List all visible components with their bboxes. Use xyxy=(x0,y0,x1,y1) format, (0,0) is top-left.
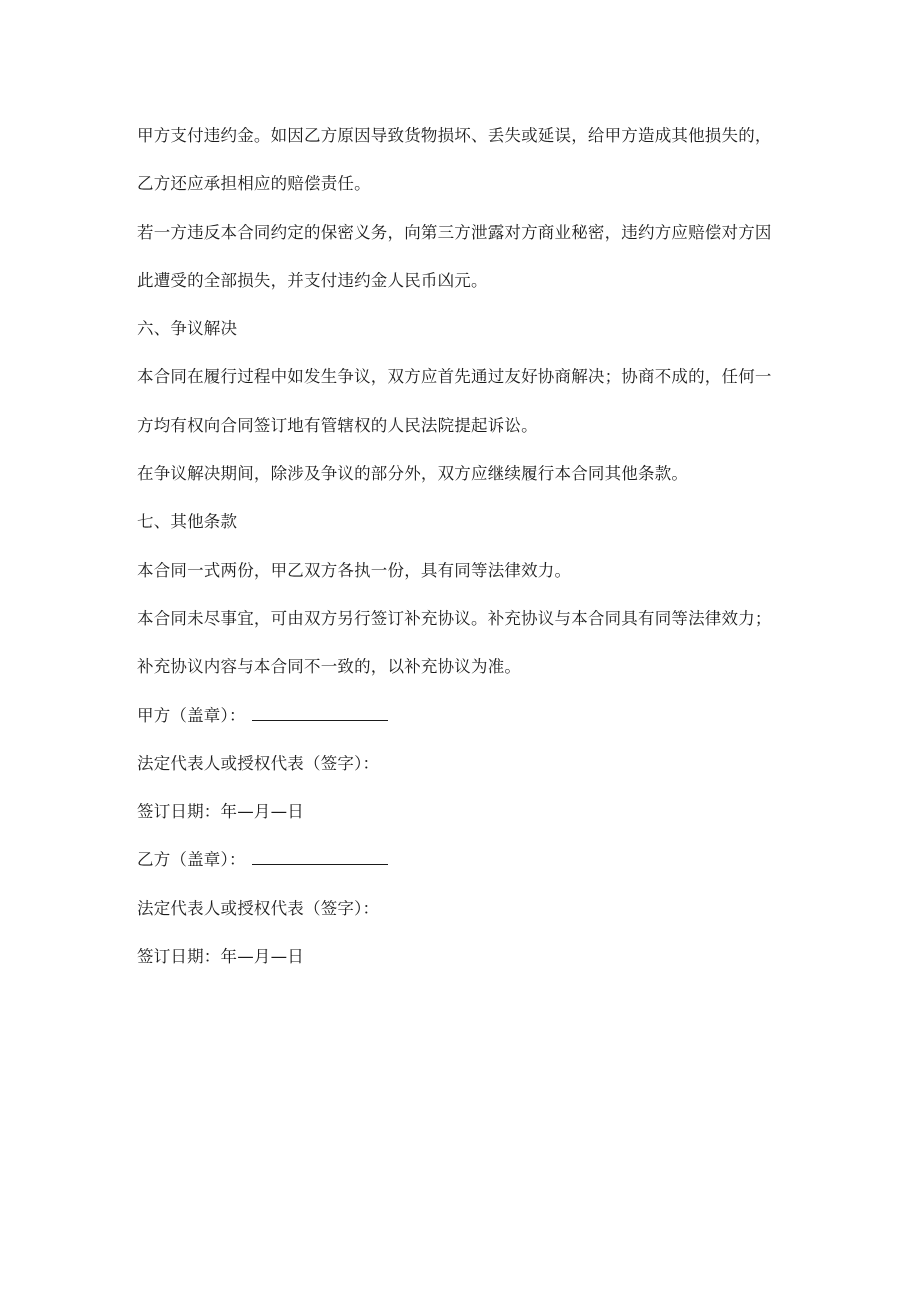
party-a-rep-label: 法定代表人或授权代表（签字）： xyxy=(137,753,380,773)
party-b-rep-label: 法定代表人或授权代表（签字）： xyxy=(137,898,380,918)
party-b-date-label: 签订日期：年—月—日 xyxy=(137,947,304,967)
party-b-seal-blank xyxy=(252,846,388,865)
party-a-date-label: 签订日期：年—月—日 xyxy=(137,802,304,822)
party-b-seal-label: 乙方（盖章）： xyxy=(137,850,246,870)
section-heading-other-terms: 七、其他条款 xyxy=(137,512,238,532)
paragraph-line: 方均有权向合同签订地有管辖权的人民法院提起诉讼。 xyxy=(137,415,538,435)
party-a-seal-label: 甲方（盖章）： xyxy=(137,705,246,725)
party-b-seal-row xyxy=(137,846,797,894)
paragraph-line: 乙方还应承担相应的赔偿责任。 xyxy=(137,174,371,194)
paragraph-line: 本合同一式两份，甲乙双方各执一份，具有同等法律效力。 xyxy=(137,560,572,580)
party-a-seal-blank xyxy=(252,702,388,721)
paragraph-line: 本合同未尽事宜，可由双方另行签订补充协议。补充协议与本合同具有同等法律效力； xyxy=(137,608,772,628)
document-body xyxy=(137,122,797,991)
paragraph-line: 补充协议内容与本合同不一致的，以补充协议为准。 xyxy=(137,657,522,677)
party-a-seal-row xyxy=(137,702,797,750)
paragraph-line: 在争议解决期间，除涉及争议的部分外，双方应继续履行本合同其他条款。 xyxy=(137,464,689,484)
paragraph-line: 此遭受的全部损失，并支付违约金人民币凶元。 xyxy=(137,270,488,290)
section-heading-dispute: 六、争议解决 xyxy=(137,319,238,339)
paragraph-line: 甲方支付违约金。如因乙方原因导致货物损坏、丢失或延误，给甲方造成其他损失的， xyxy=(137,126,772,145)
paragraph-line: 本合同在履行过程中如发生争议，双方应首先通过友好协商解决；协商不成的，任何一 xyxy=(137,367,772,387)
paragraph-line: 若一方违反本合同约定的保密义务，向第三方泄露对方商业秘密，违约方应赔偿对方因 xyxy=(137,222,772,242)
